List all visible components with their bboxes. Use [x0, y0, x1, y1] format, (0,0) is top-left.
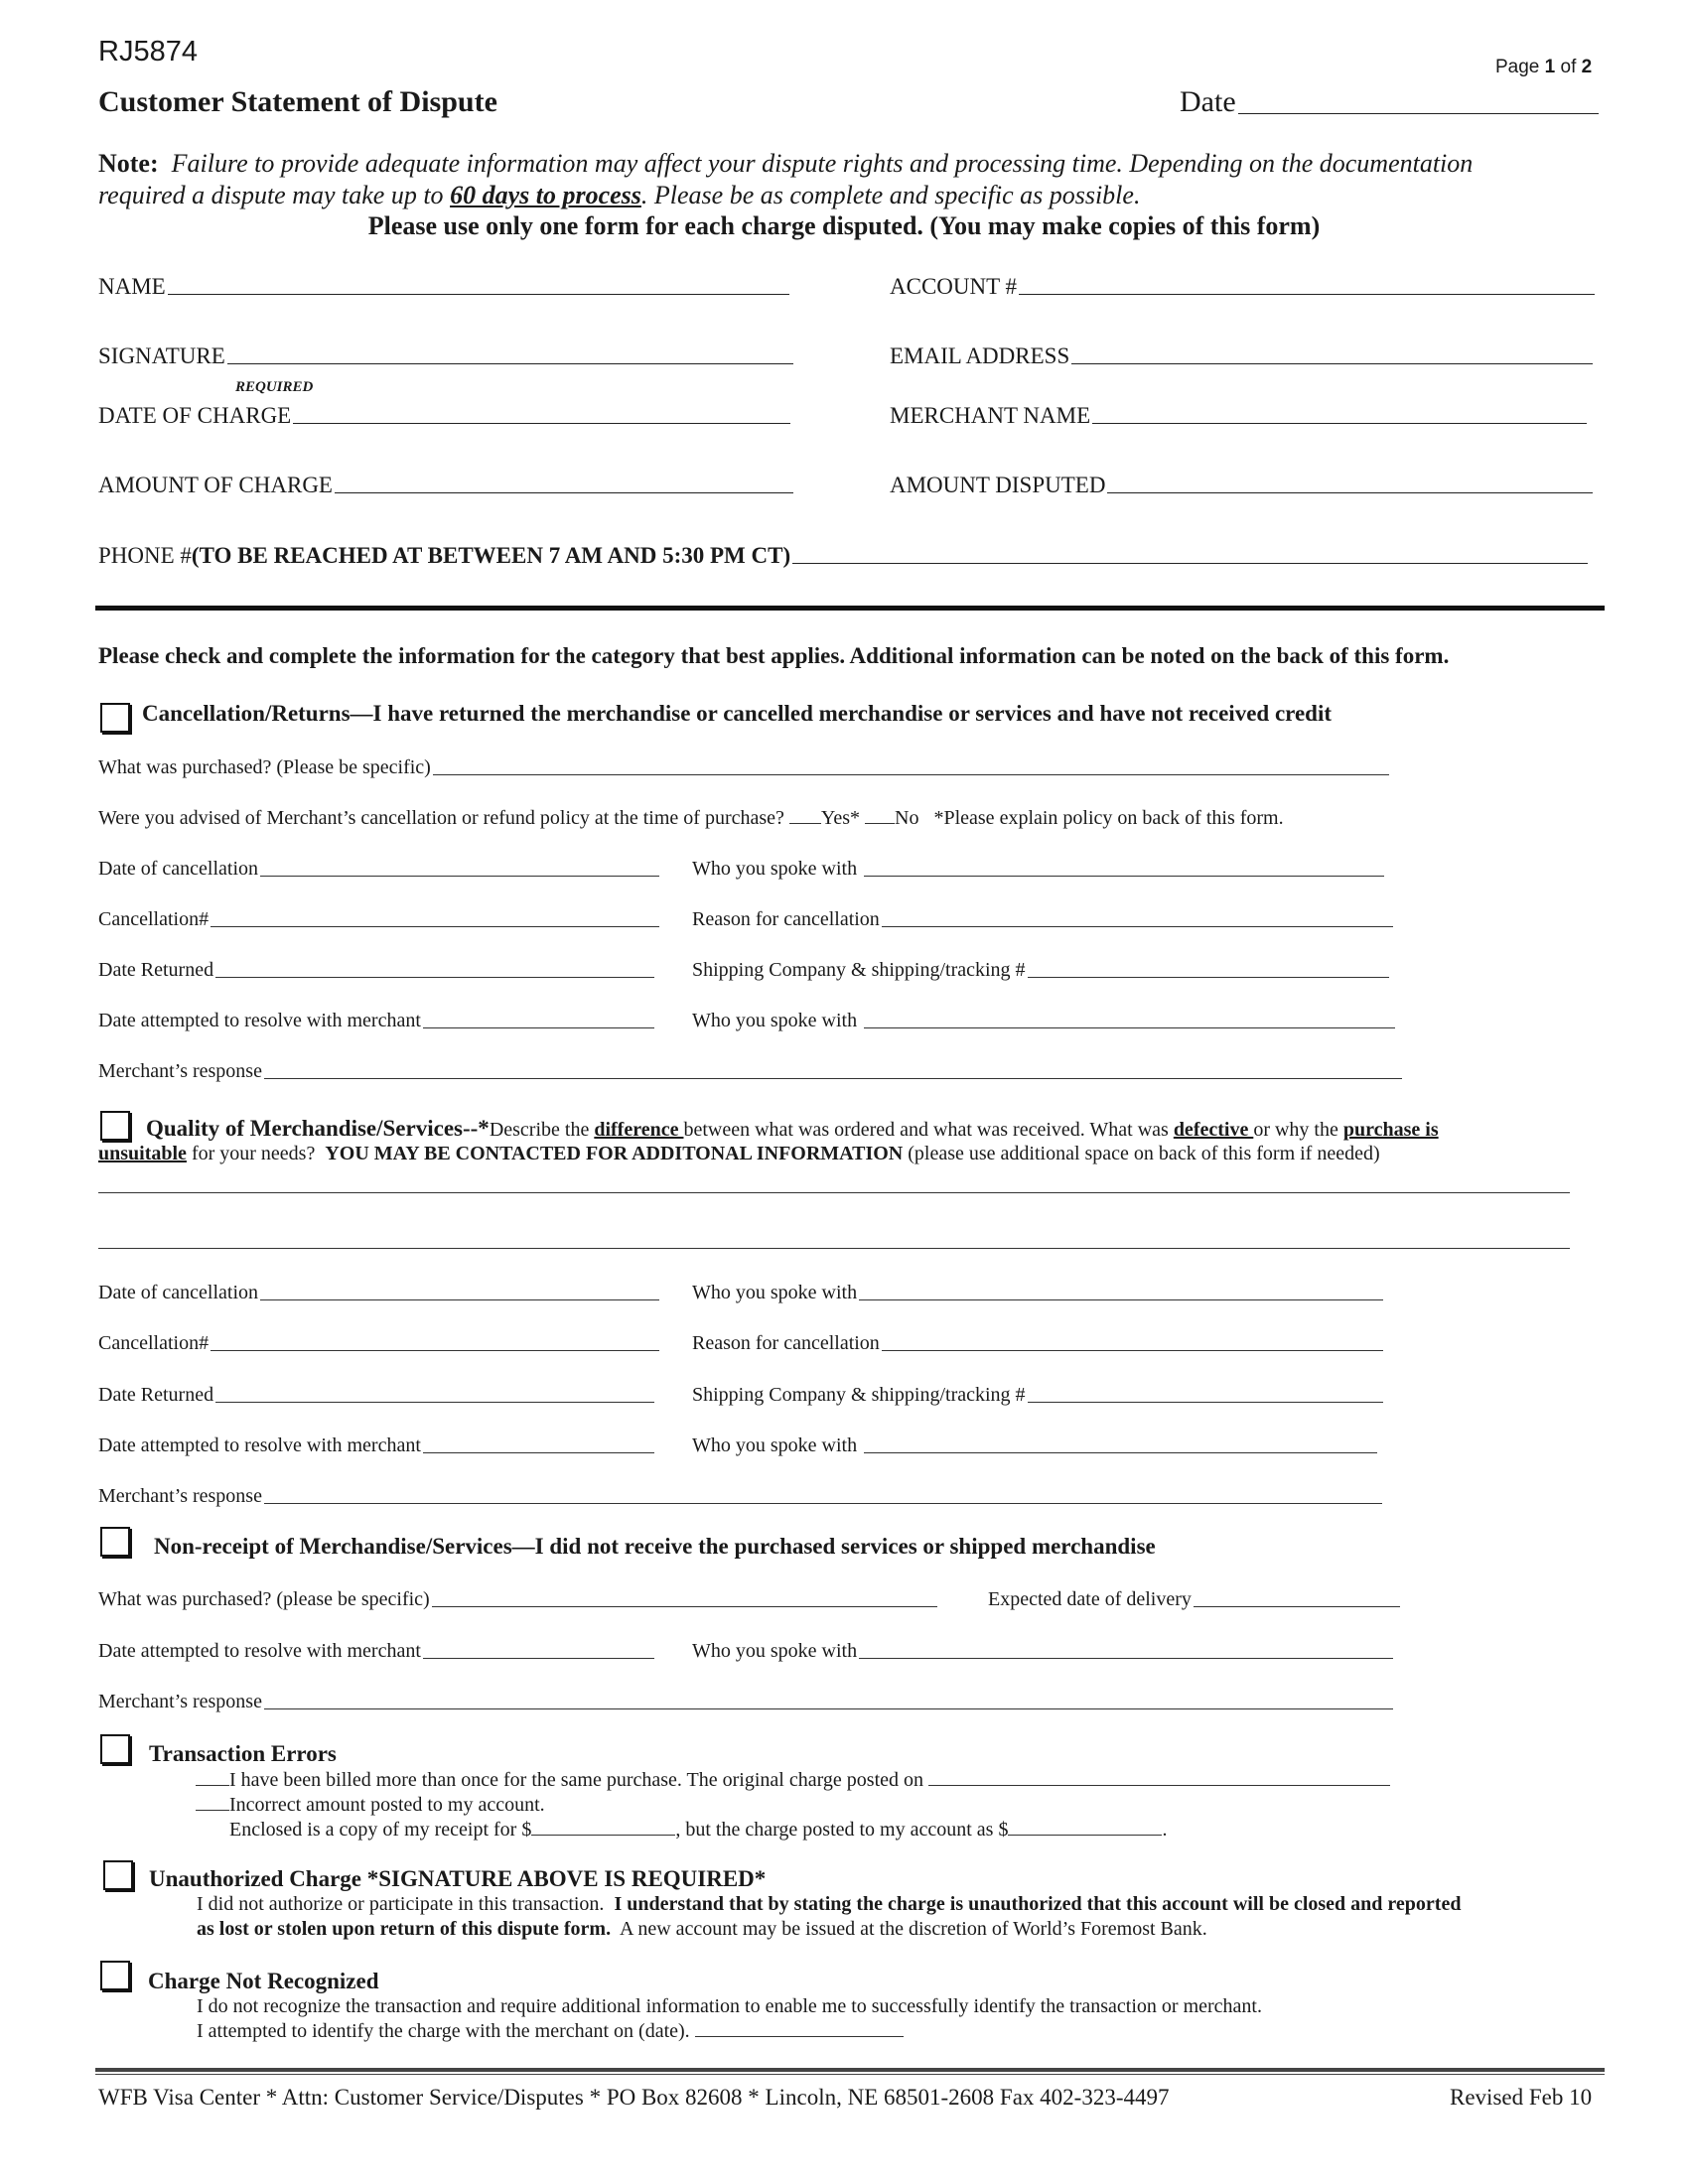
- quality-date-of-cancellation-field[interactable]: Date of cancellation: [98, 1282, 659, 1304]
- transaction-billed-twice-line: I have been billed more than once for the same purchase. The original charge posted on: [196, 1769, 1390, 1792]
- posted-amount-blank[interactable]: [1008, 1821, 1162, 1836]
- cancellation-who-spoke-field[interactable]: Who you spoke with: [692, 858, 1384, 881]
- quality-date-attempted-field[interactable]: Date attempted to resolve with merchant: [98, 1434, 654, 1457]
- page-title: Customer Statement of Dispute: [98, 85, 497, 118]
- form-code: RJ5874: [98, 36, 198, 68]
- nonreceipt-merchant-response-field[interactable]: Merchant’s response: [98, 1691, 1393, 1713]
- transaction-incorrect-amount-line: Incorrect amount posted to my account.: [196, 1794, 545, 1817]
- cancellation-what-purchased-field[interactable]: What was purchased? (Please be specific): [98, 756, 1389, 779]
- nonreceipt-expected-date-field[interactable]: Expected date of delivery: [988, 1588, 1400, 1611]
- billed-twice-blank[interactable]: [196, 1771, 229, 1786]
- unauthorized-line-1: I did not authorize or participate in this transaction. I understand that by stating the charge is unauthorized that this account will be closed and reported: [197, 1893, 1462, 1915]
- quality-description-line-1: Quality of Merchandise/Services--*Describe the difference between what was ordered and what was received. What was defective or why the purchase is: [146, 1116, 1439, 1141]
- cancellation-title: Cancellation/Returns—I have returned the merchandise or cancelled merchandise or services and have not received credit: [142, 701, 1332, 726]
- merchant-name-field[interactable]: MERCHANT NAME: [890, 403, 1587, 429]
- not-recognized-line-1: I do not recognize the transaction and require additional information to enable me to successfully identify the transaction or merchant.: [197, 1995, 1262, 2017]
- cancellation-shipping-field[interactable]: Shipping Company & shipping/tracking #: [692, 959, 1389, 982]
- nonreceipt-title: Non-receipt of Merchandise/Services—I did not receive the purchased services or shipped merchandise: [154, 1534, 1156, 1559]
- date-field[interactable]: Date: [1180, 85, 1599, 119]
- unauthorized-title: Unauthorized Charge *SIGNATURE ABOVE IS REQUIRED*: [149, 1866, 767, 1891]
- cancellation-merchant-response-field[interactable]: Merchant’s response: [98, 1060, 1402, 1083]
- cancellation-date-of-cancellation-field[interactable]: Date of cancellation: [98, 858, 659, 881]
- signature-field[interactable]: SIGNATURE: [98, 343, 793, 369]
- quality-explanation-line-2[interactable]: [98, 1248, 1570, 1249]
- cancellation-who-spoke-2-field[interactable]: Who you spoke with: [692, 1010, 1395, 1032]
- policy-yes-blank[interactable]: [789, 809, 821, 824]
- cancellation-date-returned-field[interactable]: Date Returned: [98, 959, 654, 982]
- signature-required-label: REQUIRED: [235, 379, 314, 395]
- email-field[interactable]: EMAIL ADDRESS: [890, 343, 1593, 369]
- nonreceipt-what-purchased-field[interactable]: What was purchased? (please be specific): [98, 1588, 937, 1611]
- quality-merchant-response-field[interactable]: Merchant’s response: [98, 1485, 1382, 1508]
- quality-who-spoke-2-field[interactable]: Who you spoke with: [692, 1434, 1377, 1457]
- quality-description-line-2: unsuitable for your needs? YOU MAY BE CONTACTED FOR ADDITONAL INFORMATION (please use additional space on back of this form if needed): [98, 1143, 1380, 1164]
- receipt-amount-blank[interactable]: [531, 1821, 675, 1836]
- cancellation-checkbox[interactable]: [100, 703, 130, 733]
- incorrect-amount-blank[interactable]: [196, 1796, 229, 1811]
- page-indicator: Page 1 of 2: [1495, 57, 1593, 77]
- nonreceipt-date-attempted-field[interactable]: Date attempted to resolve with merchant: [98, 1640, 654, 1663]
- transaction-receipt-line: Enclosed is a copy of my receipt for $ , but the charge posted to my account as $ .: [229, 1819, 1168, 1841]
- cancellation-date-attempted-field[interactable]: Date attempted to resolve with merchant: [98, 1010, 654, 1032]
- account-field[interactable]: ACCOUNT #: [890, 274, 1595, 300]
- transaction-errors-title: Transaction Errors: [149, 1741, 337, 1766]
- amount-disputed-field[interactable]: AMOUNT DISPUTED: [890, 473, 1593, 498]
- section-divider: [95, 606, 1605, 611]
- transaction-errors-checkbox[interactable]: [100, 1734, 130, 1764]
- footer-revised: Revised Feb 10: [1450, 2085, 1593, 2110]
- not-recognized-line-2: I attempted to identify the charge with the merchant on (date).: [197, 2020, 904, 2043]
- quality-date-returned-field[interactable]: Date Returned: [98, 1384, 654, 1407]
- not-recognized-title: Charge Not Recognized: [148, 1969, 379, 1993]
- nonreceipt-checkbox[interactable]: [100, 1527, 130, 1557]
- quality-shipping-field[interactable]: Shipping Company & shipping/tracking #: [692, 1384, 1383, 1407]
- quality-checkbox[interactable]: [100, 1111, 130, 1141]
- cancellation-policy-question: Were you advised of Merchant’s cancellation or refund policy at the time of purchase? Yes* No *Please explain policy on back of this form.: [98, 807, 1284, 829]
- amount-of-charge-field[interactable]: AMOUNT OF CHARGE: [98, 473, 793, 498]
- date-of-charge-field[interactable]: DATE OF CHARGE: [98, 403, 790, 429]
- original-charge-date-blank[interactable]: [928, 1771, 1390, 1786]
- cancellation-number-field[interactable]: Cancellation#: [98, 908, 659, 931]
- policy-no-blank[interactable]: [865, 809, 895, 824]
- quality-who-spoke-field[interactable]: Who you spoke with: [692, 1282, 1383, 1304]
- one-form-notice: Please use only one form for each charge disputed. (You may make copies of this form): [367, 211, 1321, 240]
- cancellation-reason-field[interactable]: Reason for cancellation: [692, 908, 1393, 931]
- name-field[interactable]: NAME: [98, 274, 789, 300]
- unauthorized-checkbox[interactable]: [103, 1860, 133, 1890]
- quality-explanation-line-1[interactable]: [98, 1192, 1570, 1193]
- unauthorized-line-2: as lost or stolen upon return of this dispute form. A new account may be issued at the discretion of World’s Foremost Bank.: [197, 1918, 1207, 1940]
- attempted-identify-date-blank[interactable]: [695, 2022, 904, 2037]
- quality-cancellation-number-field[interactable]: Cancellation#: [98, 1332, 659, 1355]
- phone-field[interactable]: PHONE # (TO BE REACHED AT BETWEEN 7 AM AND 5:30 PM CT): [98, 543, 1588, 569]
- note-line-2: required a dispute may take up to 60 days to process. Please be as complete and specific as possible.: [98, 181, 1141, 209]
- footer-divider: [95, 2068, 1605, 2075]
- footer-address: WFB Visa Center * Attn: Customer Service/Disputes * PO Box 82608 * Lincoln, NE 68501-2608 Fax 402-323-4497: [98, 2085, 1170, 2110]
- not-recognized-checkbox[interactable]: [100, 1961, 130, 1990]
- note-line-1: Note: Failure to provide adequate information may affect your dispute rights and processing time. Depending on the documentation: [98, 149, 1474, 178]
- nonreceipt-who-spoke-field[interactable]: Who you spoke with: [692, 1640, 1393, 1663]
- instructions: Please check and complete the information for the category that best applies. Additional information can be noted on the back of this form.: [98, 643, 1450, 668]
- quality-reason-field[interactable]: Reason for cancellation: [692, 1332, 1383, 1355]
